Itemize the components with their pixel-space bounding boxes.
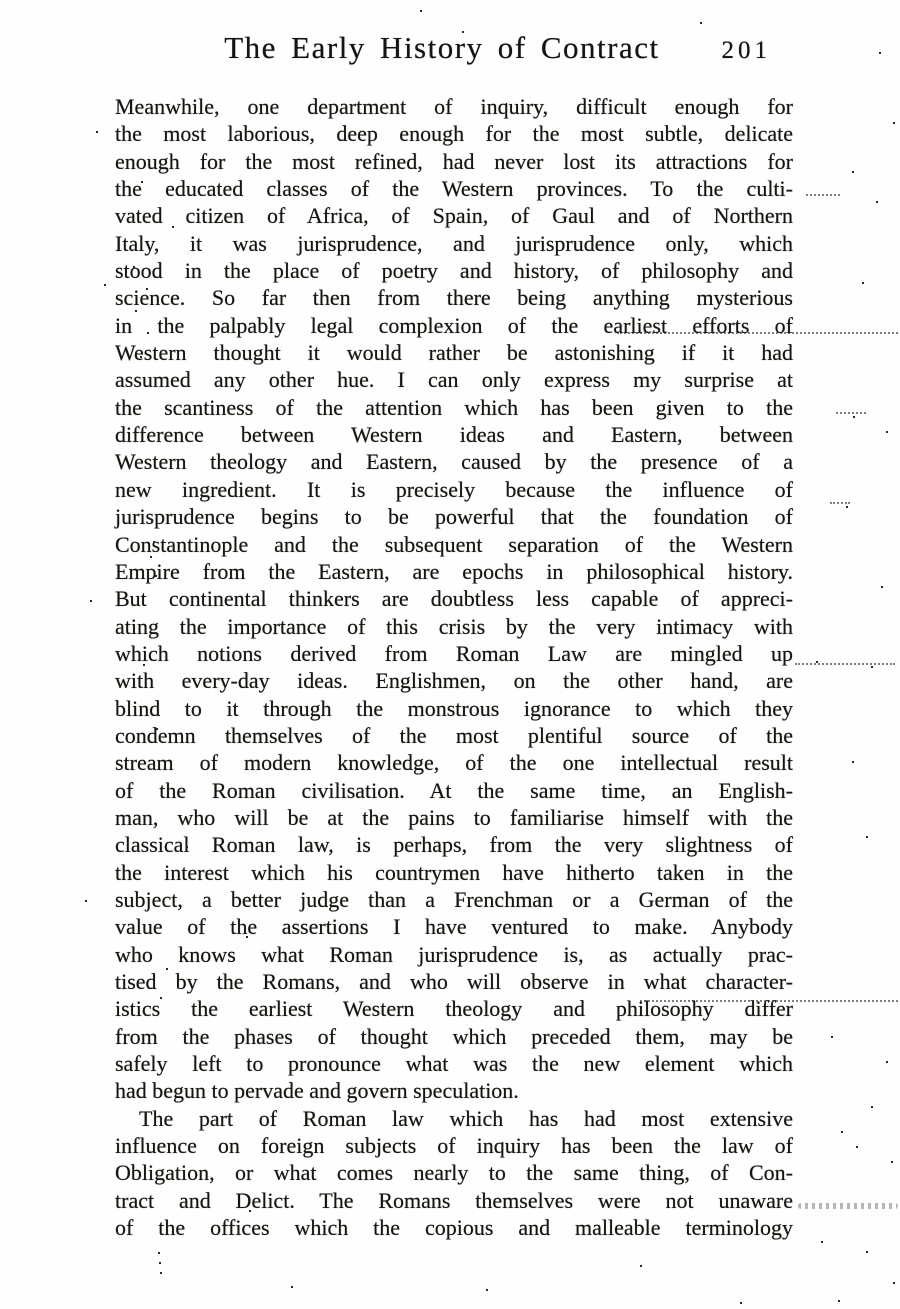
text-line: with every-day ideas. Englishmen, on the other hand, are: [115, 668, 793, 694]
text-line: the most laborious, deep enough for the most subtle, delicate: [115, 121, 793, 147]
text-line: Constantinople and the subsequent separation of the Western: [115, 531, 793, 557]
text-line: Western theology and Eastern, caused by the presence of a: [115, 449, 793, 475]
text-block: [115, 93, 793, 1241]
text-line: the educated classes of the Western provinces. To the culti-: [115, 176, 793, 202]
text-line: science. So far then from there being anything mysterious: [115, 285, 793, 311]
text-line: Western thought it would rather be astonishing if it had: [115, 340, 793, 366]
text-line: who knows what Roman jurisprudence is, as actually prac-: [115, 941, 793, 967]
dotted-ink-artifact: [795, 663, 895, 665]
text-line: assumed any other hue. I can only express my surprise at: [115, 367, 793, 393]
text-line: from the phases of thought which preceded them, may be: [115, 1023, 793, 1049]
ink-smear: [798, 1203, 898, 1209]
text-line: stream of modern knowledge, of the one intellectual result: [115, 750, 793, 776]
dotted-ink-artifact: [640, 1000, 898, 1002]
text-line: value of the assertions I have ventured to make. Anybody: [115, 914, 793, 940]
text-line: which notions derived from Roman Law are mingled up: [115, 640, 793, 666]
dotted-ink-artifact: [836, 412, 866, 414]
text-line: blind to it through the monstrous ignorance to which they: [115, 695, 793, 721]
text-line: tised by the Romans, and who will observe in what character-: [115, 969, 793, 994]
text-line: But continental thinkers are doubtless less capable of appreci-: [115, 586, 793, 612]
text-line: subject, a better judge than a Frenchman or a German of the: [115, 886, 793, 912]
text-line: The part of Roman law which has had most extensive: [139, 1105, 793, 1131]
text-line: vated citizen of Africa, of Spain, of Gaul and of Northern: [115, 203, 793, 229]
text-line: difference between Western ideas and Eastern, between: [115, 422, 793, 448]
text-line: the scantiness of the attention which has been given to the: [115, 394, 793, 420]
dotted-ink-artifact: [806, 194, 840, 196]
text-line: enough for the most refined, had never lost its attractions for: [115, 148, 793, 174]
text-line: istics the earliest Western theology and philosophy differ: [115, 996, 793, 1022]
text-line: in the palpably legal complexion of the earliest efforts of: [115, 312, 793, 338]
text-line: new ingredient. It is precisely because the influence of: [115, 476, 793, 502]
page-header: [115, 30, 795, 82]
page-number: 201: [721, 37, 771, 64]
text-line: man, who will be at the pains to familiarise himself with the: [115, 804, 793, 830]
text-line: Meanwhile, one department of inquiry, difficult enough for: [115, 94, 793, 119]
text-line: Obligation, or what comes nearly to the same thing, of Con-: [115, 1160, 793, 1186]
dotted-ink-artifact: [830, 502, 850, 504]
text-line: had begun to pervade and govern speculation.: [115, 1078, 519, 1104]
dotted-ink-artifact: [617, 332, 898, 334]
text-line: classical Roman law, is perhaps, from the very slightness of: [115, 832, 793, 858]
text-line: condemn themselves of the most plentiful source of the: [115, 722, 793, 748]
text-line: tract and Delict. The Romans themselves were not unaware: [115, 1187, 793, 1213]
text-line: Empire from the Eastern, are epochs in philosophical history.: [115, 558, 793, 584]
text-line: influence on foreign subjects of inquiry has been the law of: [115, 1133, 793, 1159]
text-line: of the offices which the copious and malleable terminology: [115, 1215, 793, 1241]
text-line: ating the importance of this crisis by the very intimacy with: [115, 613, 793, 639]
page-title: The Early History of Contract: [224, 30, 660, 65]
text-line: the interest which his countrymen have hitherto taken in the: [115, 859, 793, 885]
text-line: of the Roman civilisation. At the same time, an English-: [115, 777, 793, 803]
text-line: safely left to pronounce what was the new element which: [115, 1051, 793, 1077]
text-line: jurisprudence begins to be powerful that the foundation of: [115, 504, 793, 530]
scan-speck-noise: [0, 0, 2, 2]
text-line: Italy, it was jurisprudence, and jurisprudence only, which: [115, 230, 793, 256]
text-line: stood in the place of poetry and history, of philosophy and: [115, 258, 793, 284]
